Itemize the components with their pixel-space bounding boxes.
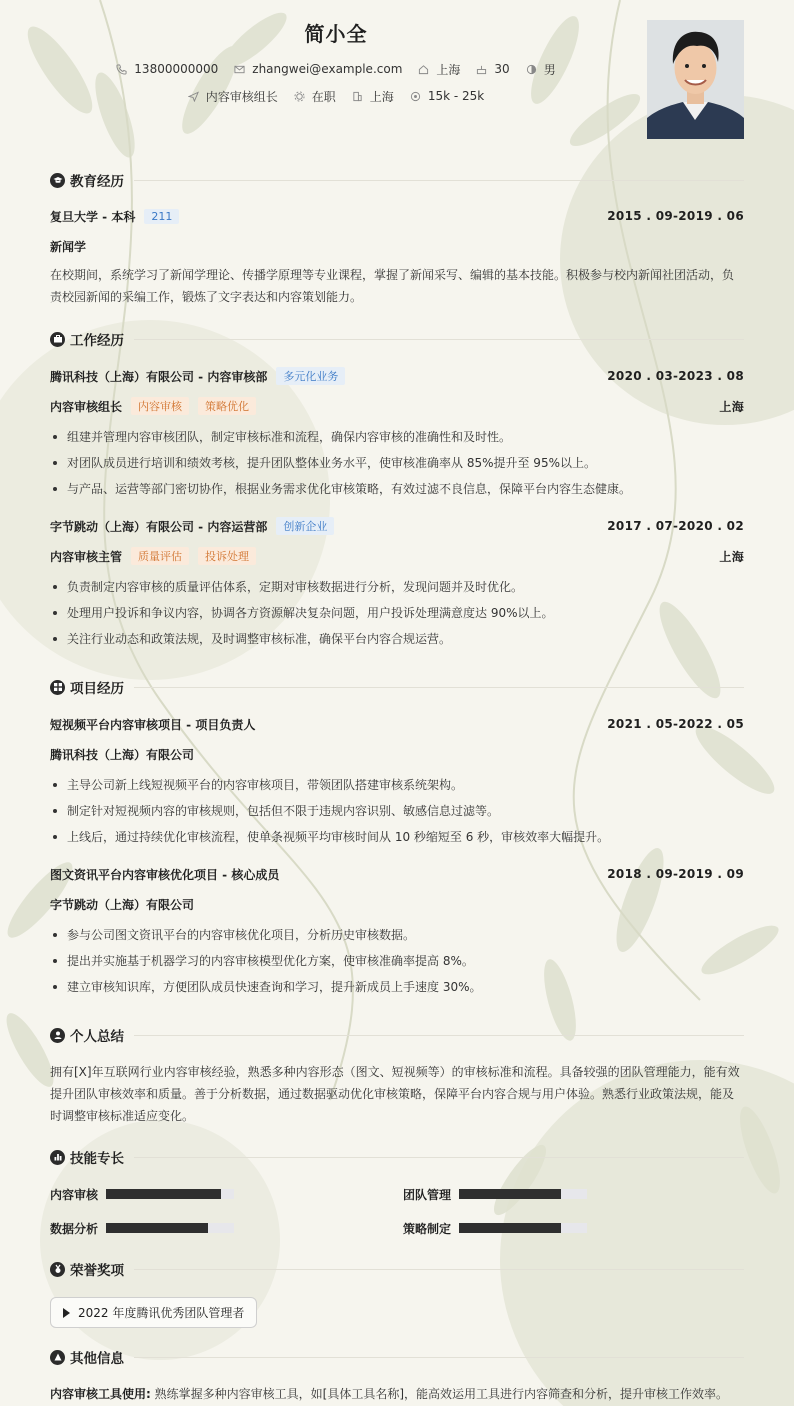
location-text: 上海 [436, 62, 461, 77]
section-divider [134, 687, 744, 688]
work-bullets-2 [50, 574, 744, 652]
phone-text: 13800000000 [134, 62, 219, 76]
work-company: 腾讯科技（上海）有限公司 - 内容审核部 [50, 369, 268, 384]
project-bullets-1 [50, 772, 744, 850]
location-item [418, 61, 460, 78]
work-company: 字节跳动（上海）有限公司 - 内容运营部 [50, 519, 268, 534]
bar-chart-icon [50, 1150, 65, 1165]
work-dates: 2017 . 07-2020 . 02 [607, 519, 744, 533]
job-city-text: 上海 [369, 89, 394, 104]
section-title-work: 工作经历 [70, 333, 124, 349]
building-icon [352, 91, 363, 102]
phone-icon [116, 64, 127, 75]
project-org: 字节跳动（上海）有限公司 [50, 897, 195, 912]
list-item: 处理用户投诉和争议内容，协调各方资源解决复杂问题，用户投诉处理满意度达 90%以上。 [50, 600, 744, 626]
work-header-2 [50, 517, 744, 535]
section-divider [134, 1357, 744, 1358]
play-icon [63, 1308, 70, 1318]
work-role-tag: 内容审核 [131, 397, 189, 415]
section-skills [50, 1147, 744, 1167]
project-title: 短视频平台内容审核项目 - 项目负责人 [50, 717, 256, 732]
skill-name: 团队管理 [403, 1187, 452, 1202]
project-header-2 [50, 865, 744, 883]
list-item: 提出并实施基于机器学习的内容审核模型优化方案，使审核准确率提高 8%。 [50, 948, 744, 974]
section-divider [134, 339, 744, 340]
work-role-tag: 投诉处理 [198, 547, 256, 565]
work-role-tag: 策略优化 [198, 397, 256, 415]
section-divider [134, 1157, 744, 1158]
salary-text: 15k - 25k [427, 89, 485, 103]
major-row [50, 237, 744, 255]
skill-name: 数据分析 [50, 1221, 99, 1236]
school-name: 复旦大学 - 本科 [50, 209, 136, 224]
summary-text: 拥有[X]年互联网行业内容审核经验，熟悉多种内容形态（图文、短视频等）的审核标准和流程。具备较强的团队管理能力，能有效提升团队审核效率和质量。善于分析数据，通过数据驱动优化审核策略，保障平台内容合规与用户体验。熟悉行业政策法规，能及时调整审核标准适应变化。 [50, 1065, 740, 1123]
work-role: 内容审核主管 [50, 549, 123, 564]
honor-item [50, 1297, 257, 1328]
avatar-portrait [647, 20, 744, 139]
work-city: 上海 [719, 549, 744, 564]
gender-text: 男 [543, 62, 556, 77]
section-title-projects: 项目经历 [70, 681, 124, 697]
section-summary [50, 1025, 744, 1045]
age-item [476, 62, 509, 76]
list-item: 制定针对短视频内容的审核规则，包括但不限于违规内容识别、敏感信息过滤等。 [50, 798, 744, 824]
skill-bar [106, 1223, 234, 1233]
other-info [50, 1384, 744, 1404]
skill-bar [459, 1223, 587, 1233]
section-honors [50, 1259, 744, 1279]
education-header [50, 207, 744, 225]
mail-icon [234, 64, 245, 75]
gender-icon [526, 64, 537, 75]
cake-icon [476, 64, 487, 75]
list-item: 负责制定内容审核的质量评估体系，定期对审核数据进行分析，发现问题并及时优化。 [50, 574, 744, 600]
section-title-summary: 个人总结 [70, 1029, 124, 1045]
list-item: 上线后，通过持续优化审核流程，使单条视频平均审核时间从 10 秒缩短至 6 秒，审核效率大幅提升。 [50, 824, 744, 850]
work-company-tag: 创新企业 [276, 517, 334, 535]
job-title-text: 内容审核组长 [205, 89, 278, 104]
job-title-item [188, 88, 278, 105]
list-item: 对团队成员进行培训和绩效考核，提升团队整体业务水平，使审核准确率从 85%提升至 95%以上。 [50, 450, 744, 476]
list-item: 参与公司图文资讯平台的内容审核优化项目，分析历史审核数据。 [50, 922, 744, 948]
gender-item [526, 61, 556, 78]
section-title-education: 教育经历 [70, 174, 124, 190]
money-icon [410, 91, 421, 102]
skill-bar-fill [459, 1189, 561, 1199]
list-item: 主导公司新上线短视频平台的内容审核项目，带领团队搭建审核系统架构。 [50, 772, 744, 798]
list-item: 组建并管理内容审核团队，制定审核标准和流程，确保内容审核的准确性和及时性。 [50, 424, 744, 450]
work-role-tag: 质量评估 [131, 547, 189, 565]
home-icon [418, 64, 429, 75]
skill-bar [459, 1189, 587, 1199]
section-divider [134, 1035, 744, 1036]
education-description: 在校期间，系统学习了新闻学理论、传播学原理等专业课程，掌握了新闻采写、编辑的基本技能。积极参与校内新闻社团活动，负责校园新闻的采编工作，锻炼了文字表达和内容策划能力。 [50, 268, 735, 304]
section-other [50, 1347, 744, 1367]
project-org-row-1 [50, 745, 744, 763]
project-dates: 2018 . 09-2019 . 09 [607, 867, 744, 881]
section-work [50, 329, 744, 349]
work-header-1 [50, 367, 744, 385]
other-label: 内容审核工具使用: [50, 1387, 151, 1401]
other-text: 熟练掌握多种内容审核工具，如[具体工具名称]，能高效运用工具进行内容筛查和分析，提升审核工作效率。 [154, 1387, 729, 1401]
skill-bar-fill [106, 1189, 221, 1199]
section-projects [50, 677, 744, 697]
status-icon [294, 91, 305, 102]
work-city: 上海 [719, 399, 744, 414]
school-tag: 211 [144, 209, 179, 224]
candidate-name: 简小全 [304, 22, 368, 46]
salary-item [410, 89, 484, 103]
work-bullets-1 [50, 424, 744, 502]
section-divider [134, 180, 744, 181]
send-icon [188, 91, 199, 102]
work-role-row-1 [50, 397, 744, 415]
graduation-cap-icon [50, 173, 65, 188]
email-text: zhangwei@example.com [252, 62, 403, 76]
project-bullets-2 [50, 922, 744, 1000]
work-role: 内容审核组长 [50, 399, 123, 414]
list-item: 与产品、运营等部门密切协作，根据业务需求优化审核策略，有效过滤不良信息，保障平台内容生态健康。 [50, 476, 744, 502]
medal-icon [50, 1262, 65, 1277]
project-dates: 2021 . 05-2022 . 05 [607, 717, 744, 731]
age-text: 30 [494, 62, 510, 76]
contact-row [0, 60, 672, 78]
honor-text: 2022 年度腾讯优秀团队管理者 [78, 1306, 245, 1320]
skill-bar [106, 1189, 234, 1199]
section-title-honors: 荣誉奖项 [70, 1263, 124, 1279]
project-title: 图文资讯平台内容审核优化项目 - 核心成员 [50, 867, 280, 882]
info-icon [50, 1350, 65, 1365]
project-org-row-2 [50, 895, 744, 913]
project-org: 腾讯科技（上海）有限公司 [50, 747, 195, 762]
section-divider [134, 1269, 744, 1270]
work-role-row-2 [50, 547, 744, 565]
section-education [50, 170, 744, 190]
major-name: 新闻学 [50, 239, 87, 254]
job-row [0, 87, 672, 105]
list-item: 关注行业动态和政策法规，及时调整审核标准，确保平台内容合规运营。 [50, 626, 744, 652]
briefcase-icon [50, 332, 65, 347]
profile-photo [647, 20, 744, 139]
skill-name: 内容审核 [50, 1187, 99, 1202]
project-header-1 [50, 715, 744, 733]
phone-item [116, 62, 218, 76]
grid-icon [50, 680, 65, 695]
list-item: 建立审核知识库，方便团队成员快速查询和学习，提升新成员上手速度 30%。 [50, 974, 744, 1000]
education-dates: 2015 . 09-2019 . 06 [607, 209, 744, 223]
skill-name: 策略制定 [403, 1221, 452, 1236]
skill-bar-fill [106, 1223, 208, 1233]
work-company-tag: 多元化业务 [276, 367, 345, 385]
status-text: 在职 [311, 89, 336, 104]
work-dates: 2020 . 03-2023 . 08 [607, 369, 744, 383]
email-item [234, 62, 402, 76]
status-item [294, 88, 336, 105]
section-title-skills: 技能专长 [70, 1151, 124, 1167]
section-title-other: 其他信息 [70, 1351, 124, 1367]
job-city-item [352, 88, 394, 105]
skill-bar-fill [459, 1223, 561, 1233]
user-icon [50, 1028, 65, 1043]
